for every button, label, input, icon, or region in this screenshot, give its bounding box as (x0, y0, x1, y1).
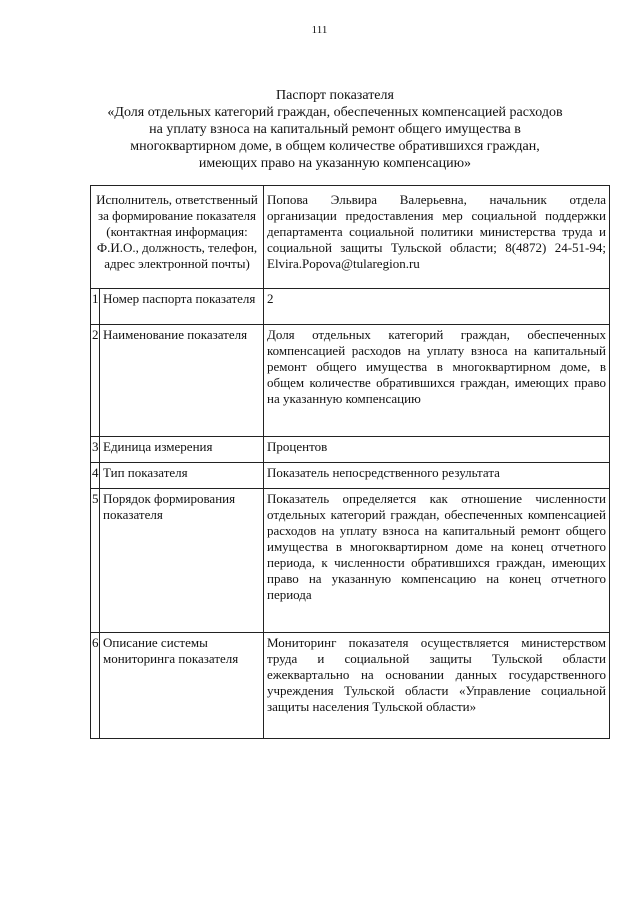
row-label: Порядок формирования показателя (100, 489, 264, 633)
table-row (91, 489, 610, 633)
row-label: Единица измерения (100, 437, 264, 463)
title-line: многоквартирном доме, в общем количестве обратившихся граждан, (130, 139, 540, 154)
row-value: Показатель непосредственного результата (264, 463, 610, 489)
row-number: 6 (91, 633, 100, 739)
title-line: «Доля отдельных категорий граждан, обеспеченных компенсацией расходов (107, 105, 563, 120)
row-label: Номер паспорта показателя (100, 289, 264, 325)
title-line: имеющих право на указанную компенсацию» (198, 156, 472, 171)
executor-value: Попова Эльвира Валерьевна, начальник отдела организации предоставления мер социальной поддержки департамента социальной политики министерства труда и социальной защиты Тульской области; 8(4872) 24-51-94; Elvira.Popova@tularegion.ru (264, 186, 610, 289)
title-line: Паспорт показателя (276, 88, 394, 103)
row-label: Тип показателя (100, 463, 264, 489)
document-title (60, 87, 610, 172)
row-label: Описание системы мониторинга показателя (100, 633, 264, 739)
table-row-executor (91, 186, 610, 289)
title-line: на уплату взноса на капитальный ремонт общего имущества в (149, 122, 521, 137)
table-row (91, 437, 610, 463)
executor-label: Исполнитель, ответственный за формирование показателя (контактная информация: Ф.И.О., должность, телефон, адрес электронной почты) (91, 186, 264, 289)
row-value: 2 (264, 289, 610, 325)
row-number: 2 (91, 325, 100, 437)
row-number: 5 (91, 489, 100, 633)
table-row (91, 633, 610, 739)
row-number: 4 (91, 463, 100, 489)
row-label: Наименование показателя (100, 325, 264, 437)
row-number: 1 (91, 289, 100, 325)
table-row (91, 325, 610, 437)
row-value: Процентов (264, 437, 610, 463)
row-value: Показатель определяется как отношение численности отдельных категорий граждан, обеспеченных компенсацией расходов на уплату взноса на капитальный ремонт общего имущества в многоквартирном доме на конец отчетного периода, к численности обратившихся граждан, имеющих право на указанную компенсацию на конец отчетного периода (264, 489, 610, 633)
table-row (91, 463, 610, 489)
page-number: 111 (311, 24, 328, 36)
indicator-passport-table (90, 185, 610, 739)
row-number: 3 (91, 437, 100, 463)
table-row (91, 289, 610, 325)
row-value: Доля отдельных категорий граждан, обеспеченных компенсацией расходов на уплату взноса на капитальный ремонт общего имущества в многоквартирном доме, в общем количестве обратившихся граждан, имеющих право на указанную компенсацию (264, 325, 610, 437)
row-value: Мониторинг показателя осуществляется министерством труда и социальной защиты Тульской области ежеквартально на основании данных государственного учреждения Тульской области «Управление социальной защиты населения Тульской области» (264, 633, 610, 739)
